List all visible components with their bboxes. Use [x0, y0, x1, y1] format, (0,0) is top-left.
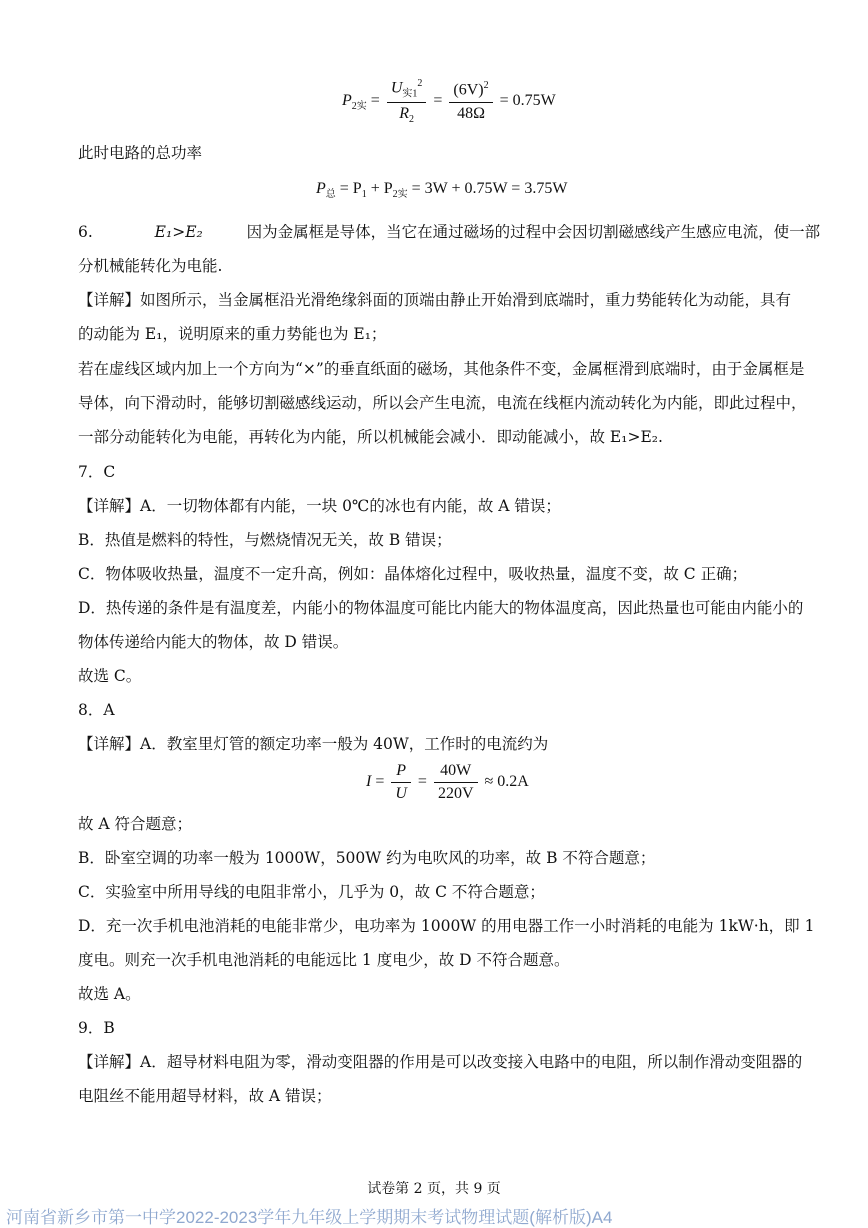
- eq-subscript: 1: [361, 189, 367, 201]
- paragraph: 故选 A。: [78, 985, 141, 1003]
- eq-text: 40W: [434, 762, 478, 783]
- paragraph: 故 A 符合题意；: [78, 815, 193, 833]
- paragraph: 分机械能转化为电能.: [78, 257, 223, 275]
- eq-superscript: 2: [417, 78, 423, 89]
- eq-symbol: I: [366, 773, 372, 791]
- paragraph: 【详解】如图所示，当金属框沿光滑绝缘斜面的顶端由静止开始滑到底端时，重力势能转化为动能，具有: [78, 291, 792, 309]
- paragraph: 因为金属框是导体，当它在通过磁场的过程中会因切割磁感线产生感应电流，使一部: [246, 223, 821, 241]
- eq-text: 48Ω: [457, 104, 485, 122]
- paragraph: 的动能为 E₁，说明原来的重力势能也为 E₁；: [78, 325, 387, 343]
- paragraph: 一部分动能转化为电能，再转化为内能，所以机械能会减小．即动能减小，故 E₁>E₂.: [78, 428, 663, 446]
- answer: E₁>E₂: [154, 223, 203, 241]
- paragraph: 导体，向下滑动时，能够切割磁感线运动，所以会产生电流，电流在线框内流动转化为内能，即此过程中，: [78, 394, 807, 412]
- eq-result: ≈ 0.2A: [484, 773, 529, 791]
- paragraph: 【详解】A．教室里灯管的额定功率一般为 40W，工作时的电流约为: [78, 735, 549, 753]
- eq-result: = 3W + 0.75W = 3.75W: [407, 180, 568, 197]
- question-number: 9．B: [78, 1019, 115, 1037]
- eq-symbol: R: [399, 104, 409, 122]
- eq-subscript: 总: [325, 189, 336, 201]
- paragraph: D．热传递的条件是有温度差，内能小的物体温度可能比内能大的物体温度高，因此热量也可能由内能小的: [78, 599, 804, 617]
- eq-subscript: 实1: [402, 88, 418, 100]
- eq-result: = 0.75W: [499, 92, 556, 110]
- eq-symbol: P: [342, 92, 352, 110]
- question-number: 7．C: [78, 463, 116, 481]
- eq-text: = P: [339, 180, 362, 197]
- question-number: 8．A: [78, 701, 115, 719]
- q6-line: [78, 222, 820, 242]
- eq-subscript: 2实: [392, 189, 408, 201]
- eq-subscript: 2: [408, 113, 414, 125]
- equation-current: I = $\frac{P}{U}$ = $\frac{40W}{220V}$ ≈ 0.2A: [366, 762, 529, 802]
- eq-symbol: U: [390, 79, 403, 97]
- equation-p-total: [316, 180, 567, 200]
- eq-symbol: P: [396, 762, 407, 779]
- paragraph: 物体传递给内能大的物体，故 D 错误。: [78, 633, 349, 651]
- eq-superscript: 2: [483, 80, 489, 92]
- fraction: [449, 80, 492, 122]
- paragraph: 【详解】A．超导材料电阻为零，滑动变阻器的作用是可以改变接入电路中的电阻，所以制作滑动变阻器的: [78, 1053, 803, 1071]
- paragraph: 【详解】A．一切物体都有内能，一块 0℃的冰也有内能，故 A 错误；: [78, 497, 561, 515]
- watermark: 河南省新乡市第一中学2022-2023学年九年级上学期期末考试物理试题(解析版)A4: [6, 1208, 613, 1227]
- paragraph: C．物体吸收热量，温度不一定升高，例如：晶体熔化过程中，吸收热量，温度不变，故 C 正确；: [78, 565, 748, 583]
- eq-symbol: P: [316, 180, 326, 197]
- paragraph: D．充一次手机电池消耗的电能非常少，电功率为 1000W 的用电器工作一小时消耗的电能为 1kW·h，即 1: [78, 917, 815, 935]
- fraction: [434, 762, 478, 803]
- question-number: 6.: [78, 223, 93, 241]
- eq-text: (6V): [453, 81, 484, 99]
- paragraph: 电阻丝不能用超导材料，故 A 错误；: [78, 1087, 332, 1105]
- eq-text: 220V: [437, 785, 474, 802]
- paragraph: B．热值是燃料的特性，与燃烧情况无关，故 B 错误；: [78, 531, 452, 549]
- paragraph: 此时电路的总功率: [78, 144, 203, 162]
- equation-p2-actual: $P_{2实}$ = $\frac{U_{实1}^2}{R_2}$ = $\frac{(6V)^2}{48\Omega}$ = 0.75W: [342, 78, 556, 125]
- eq-symbol: U: [395, 785, 407, 802]
- paragraph: 度电。则充一次手机电池消耗的电能远比 1 度电少，故 D 不符合题意。: [78, 951, 570, 969]
- paragraph: C．实验室中所用导线的电阻非常小，几乎为 0，故 C 不符合题意；: [78, 883, 545, 901]
- eq-text: + P: [366, 180, 393, 197]
- eq-subscript: 2实: [351, 101, 367, 113]
- fraction: [391, 762, 411, 803]
- paragraph: B．卧室空调的功率一般为 1000W，500W 约为电吹风的功率，故 B 不符合题意；: [78, 849, 656, 867]
- paragraph: 若在虚线区域内加上一个方向为“×”的垂直纸面的磁场，其他条件不变，金属框滑到底端时，由于金属框是: [78, 360, 805, 378]
- paragraph: 故选 C。: [78, 667, 142, 685]
- page-footer: 试卷第 2 页，共 9 页: [367, 1181, 501, 1197]
- fraction: [387, 78, 427, 125]
